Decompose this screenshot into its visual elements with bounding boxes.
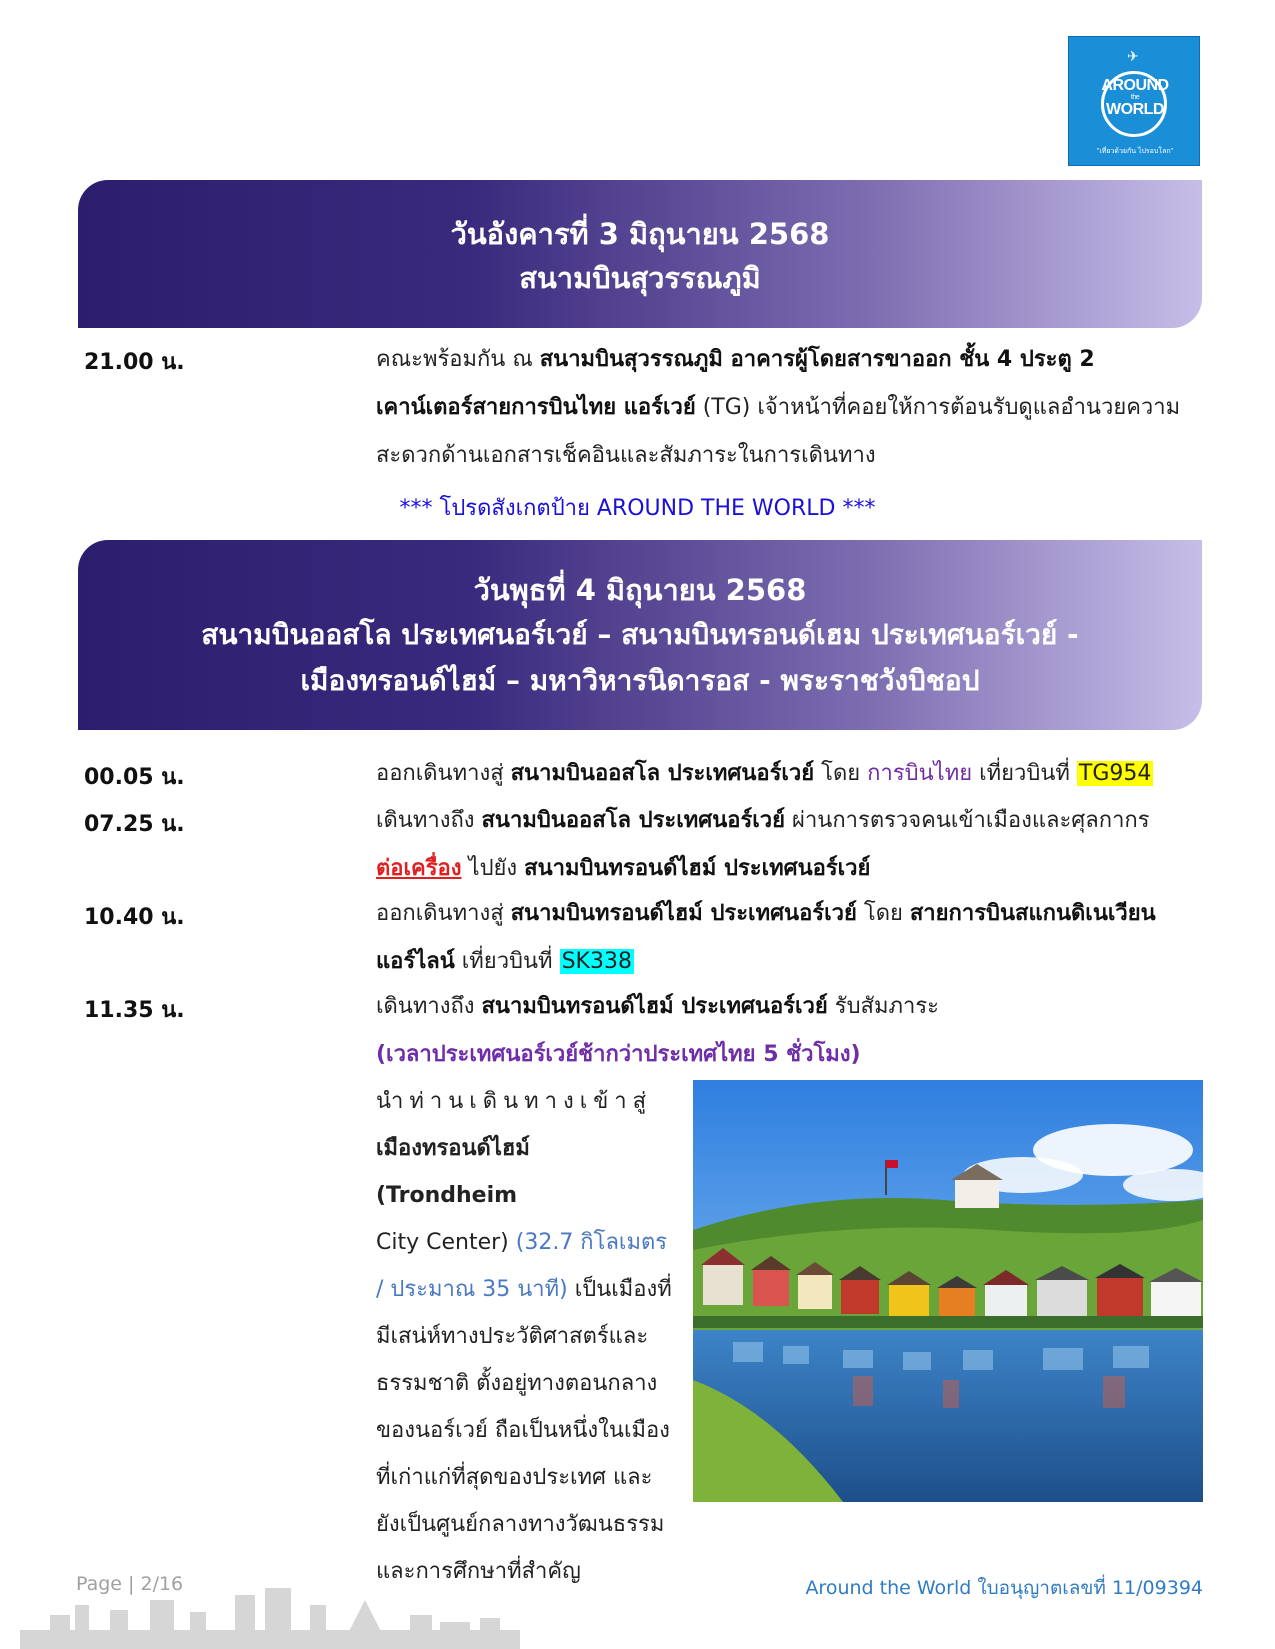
trondheim-photo	[693, 1080, 1203, 1502]
item4-b2: สายการบินสแกนดิเนเวียน	[909, 901, 1156, 926]
item5-b1: สนามบินทรอนด์ไฮม์ ประเทศนอร์เวย์	[481, 994, 828, 1019]
item5-p1: เดินทางถึง	[376, 994, 482, 1019]
trondheim-l2: เมืองทรอนด์ไฮม์ (Trondheim	[376, 1136, 530, 1208]
trondheim-l3b: (32.7 กิโลเมตร	[508, 1230, 668, 1255]
trondheim-l1: นำท่านเดินทางเข้าสู่	[376, 1089, 653, 1114]
item1-b2: เคาน์เตอร์สายการบินไทย แอร์เวย์	[376, 395, 696, 420]
page-number: Page | 2/16	[76, 1573, 184, 1595]
trondheim-l8: ที่เก่าแก่ที่สุดของประเทศ และ	[376, 1465, 653, 1490]
day2-route-line2: สนามบินออสโล ประเทศนอร์เวย์ – สนามบินทรอนด์เฮม ประเทศนอร์เวย์ -	[201, 618, 1079, 651]
item2-p2: โดย	[814, 761, 868, 786]
item4-p2: โดย	[856, 901, 910, 926]
item3-text	[376, 797, 1202, 893]
license-footer: Around the World ใบอนุญาตเลขที่ 11/09394	[805, 1577, 1203, 1599]
item4-b1: สนามบินทรอนด์ไฮม์ ประเทศนอร์เวย์	[510, 901, 857, 926]
item1-p2: (TG) เจ้าหน้าที่คอยให้การต้อนรับดูแลอำนวยความ	[695, 395, 1181, 420]
trondheim-l3a: City Center)	[376, 1230, 509, 1255]
item3-p3: ไปยัง	[461, 856, 525, 881]
item4-p1: ออกเดินทางสู่	[376, 901, 511, 926]
day2-route-line3: เมืองทรอนด์ไฮม์ – มหาวิหารนิดารอส - พระราชวังบิชอป	[300, 664, 980, 697]
item4-time: 10.40 น.	[84, 905, 185, 930]
item2-p3: เที่ยวบินที่	[972, 761, 1077, 786]
item2-b1: สนามบินออสโล ประเทศนอร์เวย์	[510, 761, 815, 786]
logo-word-around: AROUND	[1101, 77, 1169, 94]
item3-b2: สนามบินทรอนด์ไฮม์ ประเทศนอร์เวย์	[524, 856, 871, 881]
logo-tagline: "เที่ยวด้วยกัน ไปรอบโลก"	[1096, 148, 1174, 155]
trondheim-l4a: / ประมาณ 35 นาที)	[376, 1277, 568, 1302]
item5-time: 11.35 น.	[84, 998, 185, 1023]
trondheim-paragraph	[376, 1078, 676, 1595]
item3-b1: สนามบินออสโล ประเทศนอร์เวย์	[481, 808, 786, 833]
item2-p1: ออกเดินทางสู่	[376, 761, 511, 786]
item1-p1: คณะพร้อมกัน ณ	[376, 347, 540, 372]
day1-subtitle: สนามบินสุวรรณภูมิ	[519, 261, 761, 295]
item1-text	[376, 336, 1202, 480]
item1-p3: สะดวกด้านเอกสารเช็คอินและสัมภาระในการเดินทาง	[376, 443, 876, 468]
item4-b3: แอร์ไลน์	[376, 949, 455, 974]
item1-time: 21.00 น.	[84, 350, 185, 375]
item4-p3: เที่ยวบินที่	[454, 949, 560, 974]
item2-airline: การบินไทย	[867, 761, 973, 786]
day2-banner	[78, 540, 1202, 730]
trondheim-l10: และการศึกษาที่สำคัญ	[376, 1559, 581, 1584]
day1-title: วันอังคารที่ 3 มิถุนายน 2568	[450, 217, 830, 251]
item4-text	[376, 890, 1202, 986]
company-logo	[1068, 36, 1200, 166]
day2-title: วันพุธที่ 4 มิถุนายน 2568	[473, 573, 807, 607]
item3-p1: เดินทางถึง	[376, 808, 482, 833]
item3-time: 07.25 น.	[84, 812, 185, 837]
item4-flight: SK338	[561, 949, 632, 974]
logo-word-the: the	[1130, 94, 1140, 101]
trondheim-l6: ธรรมชาติ ตั้งอยู่ทางตอนกลาง	[376, 1371, 658, 1396]
item3-connecting: ต่อเครื่อง	[376, 856, 462, 881]
item1-b1: สนามบินสุวรรณภูมิ อาคารผู้โดยสารขาออก ชั้น 4 ประตู 2	[539, 347, 1095, 372]
plane-icon: ✈	[1127, 49, 1139, 65]
item5-p2: รับสัมภาระ	[827, 994, 939, 1019]
logo-word-world: WORLD	[1106, 101, 1164, 118]
trondheim-l4b: เป็นเมืองที่	[567, 1277, 672, 1302]
sign-note: *** โปรดสังเกตป้าย AROUND THE WORLD ***	[399, 496, 876, 521]
item2-text	[376, 750, 1202, 798]
item2-time: 00.05 น.	[84, 765, 185, 790]
trondheim-l5: มีเสน่ห์ทางประวัติศาสตร์และ	[376, 1324, 649, 1349]
item2-flight: TG954	[1078, 761, 1152, 786]
trondheim-l9: ยังเป็นศูนย์กลางทางวัฒนธรรม	[376, 1512, 665, 1537]
item3-p2: ผ่านการตรวจคนเข้าเมืองและศุลกากร	[785, 808, 1150, 833]
item5-text	[376, 983, 1202, 1079]
trondheim-l7: ของนอร์เวย์ ถือเป็นหนึ่งในเมือง	[376, 1418, 670, 1443]
day1-banner	[78, 180, 1202, 328]
item5-time-note: (เวลาประเทศนอร์เวย์ช้ากว่าประเทศไทย 5 ชั่วโมง)	[376, 1042, 861, 1067]
